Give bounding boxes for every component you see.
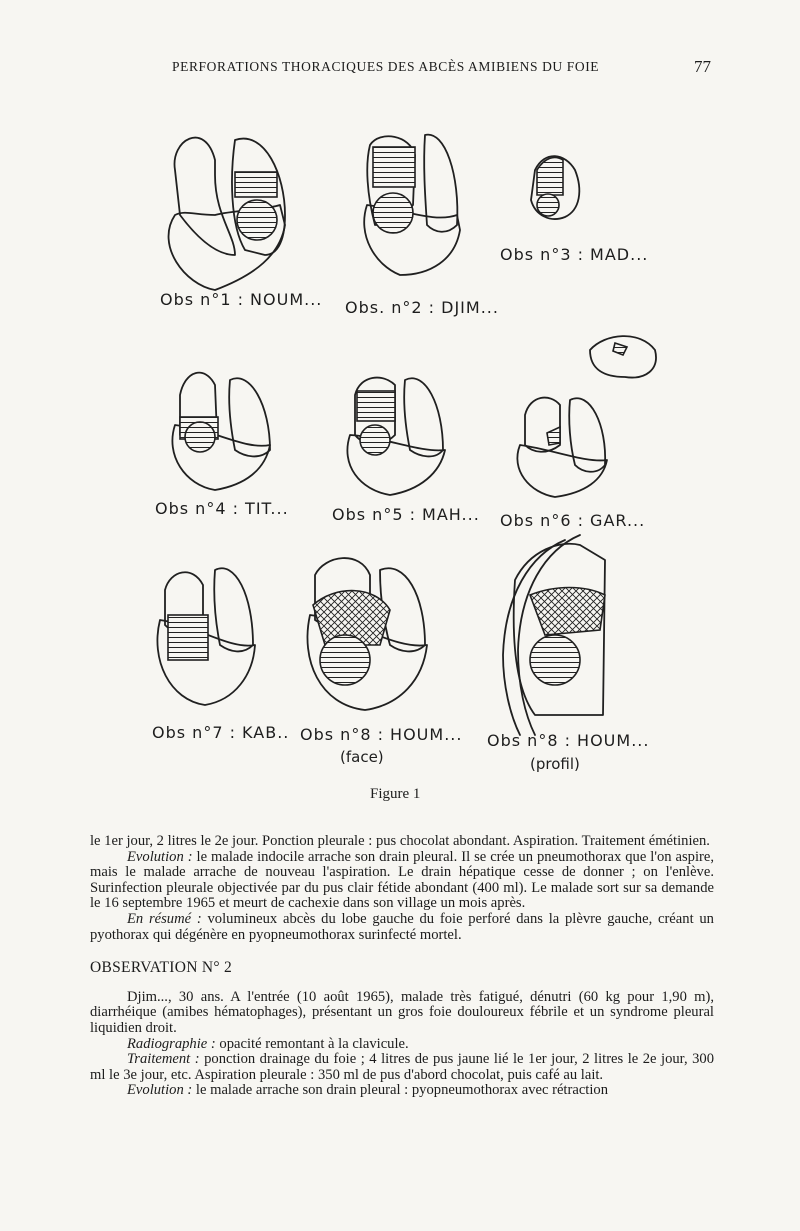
- panel-obs-6-drawing: [517, 336, 656, 497]
- paragraph-lead: Traitement :: [127, 1051, 200, 1068]
- panel-sub-obs-8-face: (face): [340, 748, 384, 766]
- figure-drawings: [135, 115, 695, 805]
- paragraph-lead: Evolution :: [127, 1082, 193, 1099]
- paragraph-lead: Radiographie :: [127, 1035, 216, 1052]
- panel-obs-7-drawing: [157, 568, 255, 705]
- panel-obs-3-drawing: [531, 156, 579, 219]
- paragraph-lead: En résumé :: [127, 910, 202, 927]
- panel-obs-8-profile-drawing: [503, 535, 605, 735]
- paragraph-body: le malade arrache son drain pleural : pyopneumothorax avec rétraction: [192, 1082, 609, 1099]
- page-number: 77: [694, 57, 711, 76]
- panel-label-obs-2: Obs. n°2 : DJIM...: [345, 298, 499, 317]
- paragraph-lead: Evolution :: [127, 848, 193, 865]
- panel-obs-4-drawing: [172, 373, 270, 490]
- panel-obs-2-drawing: [364, 135, 460, 275]
- figure-caption: Figure 1: [370, 786, 421, 802]
- panel-sub-obs-8-profile: (profil): [530, 755, 580, 773]
- panel-obs-1-drawing: [169, 138, 285, 290]
- paragraph: le 1er jour, 2 litres le 2e jour. Ponction pleurale : pus chocolat abondant. Aspiration. Traitement émétinien.: [90, 833, 710, 849]
- figure-1: [135, 115, 695, 805]
- paragraph: [90, 1052, 714, 1083]
- panel-obs-5-drawing: [347, 378, 445, 495]
- panel-label-obs-5: Obs n°5 : MAH...: [332, 505, 480, 524]
- paragraph: [90, 1037, 714, 1053]
- paragraph-body: ponction drainage du foie ; 4 litres de pus jaune lié le 1er jour, 2 litres le 2e jour, 300 ml le 3e jour, etc. Aspiration pleurale : 350 ml de pus d'abord chocolat, puis café au lait.: [90, 1051, 714, 1083]
- paragraph: [90, 1083, 714, 1099]
- panel-label-obs-6: Obs n°6 : GAR...: [500, 511, 646, 530]
- body-text: [90, 834, 714, 1099]
- panel-label-obs-8-face: Obs n°8 : HOUM...: [300, 725, 463, 744]
- panel-label-obs-3: Obs n°3 : MAD...: [500, 245, 649, 264]
- panel-label-obs-1: Obs n°1 : NOUM...: [160, 290, 323, 309]
- panel-obs-8-face-drawing: [307, 558, 427, 710]
- paragraph-body: opacité remontant à la clavicule.: [215, 1035, 409, 1052]
- paragraph: Djim..., 30 ans. A l'entrée (10 août 1965), malade très fatigué, dénutri (60 kg pour 1,90 m), diarrhéique (amibes hématophages), présentant un gros foie douloureux fébrile et un syndrome pleural liquidien droit.: [90, 988, 714, 1036]
- paragraph: [90, 850, 714, 912]
- running-head: PERFORATIONS THORACIQUES DES ABCÈS AMIBIENS DU FOIE: [172, 59, 600, 74]
- paragraph: [90, 912, 714, 943]
- section-heading: OBSERVATION N° 2: [90, 959, 233, 977]
- panel-label-obs-7: Obs n°7 : KAB..: [152, 723, 290, 742]
- panel-label-obs-8-profile: Obs n°8 : HOUM...: [487, 731, 650, 750]
- panel-label-obs-4: Obs n°4 : TIT...: [155, 499, 289, 518]
- paragraph-body: le malade indocile arrache son drain pleural. Il se crée un pneumothorax que l'on aspire, mais le malade arrache de nouveau l'aspiration. Le drain hépatique cesse de donner ; on l'enlève. Surinfection pleurale objectivée par du pus clair fétide abondant (400 ml). Le malade sort sur sa demande le 16 septembre 1965 et meurt de cachexie dans son village un mois après.: [90, 848, 714, 912]
- paragraph-body: volumineux abcès du lobe gauche du foie perforé dans la plèvre gauche, créant un pyothorax qui dégénère en pyopneumothorax surinfecté mortel.: [90, 910, 714, 943]
- page-header: [0, 57, 800, 81]
